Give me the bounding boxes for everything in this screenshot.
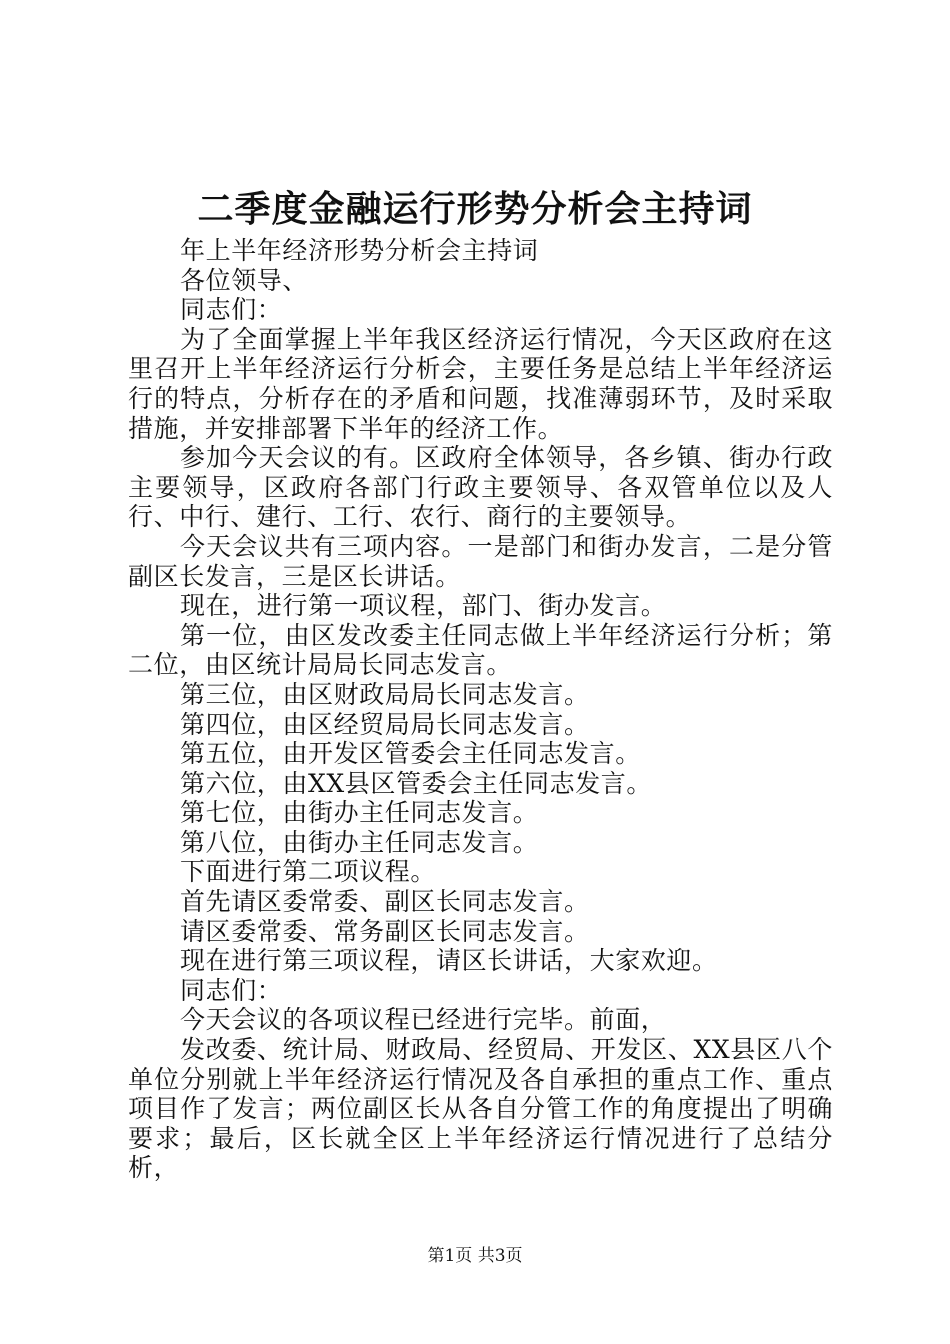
salutation-comrades: 同志们： xyxy=(180,975,283,1005)
paragraph: 第三位，由区财政局局长同志发言。 xyxy=(180,679,590,709)
document-body xyxy=(128,236,833,1183)
document-title: 二季度金融运行形势分析会主持词 xyxy=(197,188,753,230)
paragraph: 第五位，由开发区管委会主任同志发言。 xyxy=(180,739,641,769)
salutation-leaders: 各位领导、 xyxy=(180,265,309,295)
paragraph: 首先请区委常委、副区长同志发言。 xyxy=(180,887,590,917)
paragraph: 第一位，由区发改委主任同志做上半年经济运行分析；第二位，由区统计局局长同志发言。 xyxy=(128,620,833,680)
subtitle-line: 年上半年经济形势分析会主持词 xyxy=(180,236,539,265)
paragraph: 参加今天会议的有。区政府全体领导，各乡镇、街办行政主要领导，区政府各部门行政主要领导、各双管单位以及人行、中行、建行、工行、农行、商行的主要领导。 xyxy=(128,443,833,532)
paragraph: 今天会议共有三项内容。一是部门和街办发言，二是分管副区长发言，三是区长讲话。 xyxy=(128,531,833,591)
paragraph: 第四位，由区经贸局局长同志发言。 xyxy=(180,709,590,739)
paragraph: 请区委常委、常务副区长同志发言。 xyxy=(180,916,590,946)
paragraph: 第六位，由XX县区管委会主任同志发言。 xyxy=(180,768,652,798)
paragraph: 第八位，由街办主任同志发言。 xyxy=(180,827,539,857)
paragraph: 为了全面掌握上半年我区经济运行情况，今天区政府在这里召开上半年经济运行分析会，主要任务是总结上半年经济运行的特点，分析存在的矛盾和问题，找准薄弱环节，及时采取措施，并安排部署下半年的经济工作。 xyxy=(128,324,833,443)
paragraph: 发改委、统计局、财政局、经贸局、开发区、XX县区八个单位分别就上半年经济运行情况及各自承担的重点工作、重点项目作了发言；两位副区长从各自分管工作的角度提出了明确要求；最后，区长就全区上半年经济运行情况进行了总结分析， xyxy=(128,1035,833,1183)
paragraph: 第七位，由街办主任同志发言。 xyxy=(180,798,539,828)
page-footer: 第1页 共3页 xyxy=(427,1246,523,1266)
paragraph: 现在，进行第一项议程，部门、街办发言。 xyxy=(180,591,667,621)
salutation-comrades: 同志们： xyxy=(180,295,283,325)
paragraph: 下面进行第二项议程。 xyxy=(180,857,437,887)
paragraph: 现在进行第三项议程，请区长讲话，大家欢迎。 xyxy=(180,946,718,976)
paragraph: 今天会议的各项议程已经进行完毕。前面， xyxy=(180,1005,667,1035)
